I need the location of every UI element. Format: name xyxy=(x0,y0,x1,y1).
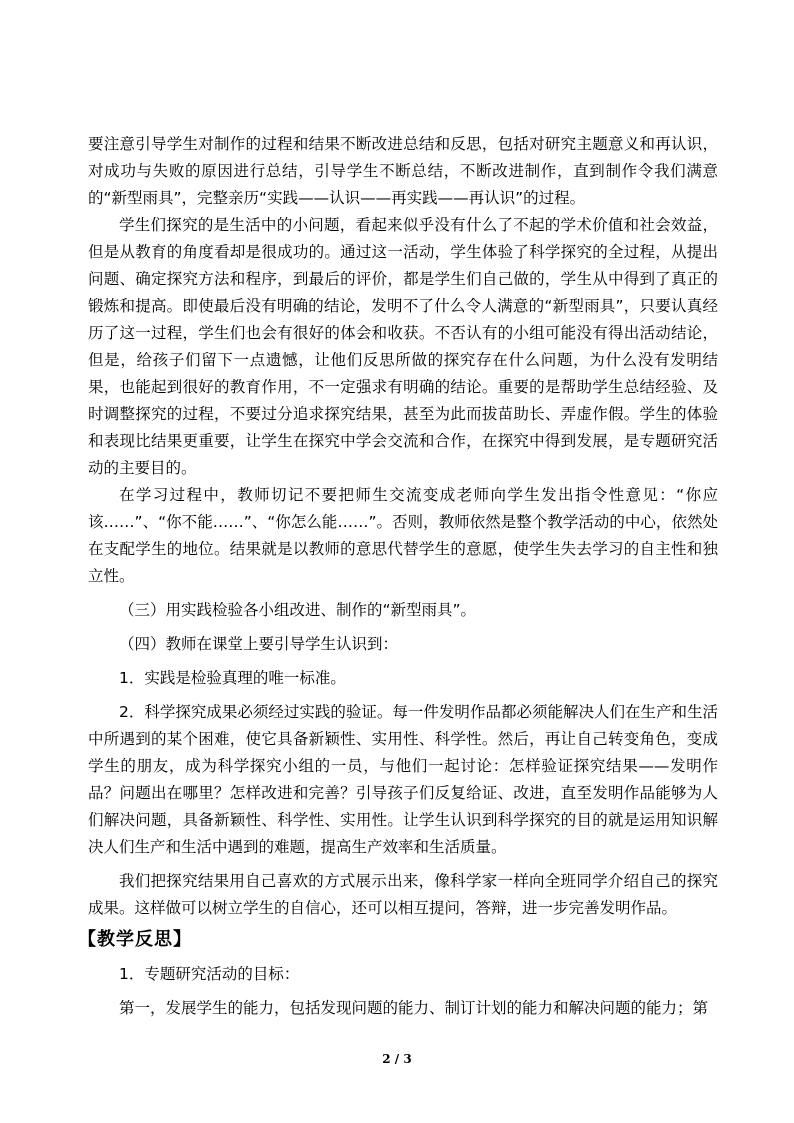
document-body xyxy=(78,131,718,1022)
paragraph-activity-goals: 1．专题研究活动的目标： xyxy=(119,965,300,983)
paragraph-point-one: 1．实践是检验真理的唯一标准。 xyxy=(119,669,346,687)
paragraph-reflection-summary: 要注意引导学生对制作的过程和结果不断改进总结和反思，包括对研究主题意义和再认识，对成功与失败的原因进行总结，引导学生不断总结，不断改进制作，直到制作令我们满意的“新型雨具”，完整亲历“实践——认识——再实践——再认识”的过程。 xyxy=(88,135,718,207)
paragraph-step-four: （四）教师在课堂上要引导学生认识到： xyxy=(119,635,399,653)
paragraph-present-results: 我们把探究结果用自己喜欢的方式展示出来，像科学家一样向全班同学介绍自己的探究成果。这样做可以树立学生的自信心，还可以相互提问，答辩，进一步完善发明作品。 xyxy=(88,872,718,917)
page-number: 2 / 3 xyxy=(382,1052,412,1066)
paragraph-goal-first: 第一，发展学生的能力，包括发现问题的能力、制订计划的能力和解决问题的能力；第 xyxy=(119,999,709,1017)
paragraph-teacher-guidance: 在学习过程中，教师切记不要把师生交流变成老师向学生发出指令性意见：“你应该……”、“你不能……”、“你怎么能……”。否则，教师依然是整个教学活动的中心，依然处在支配学生的地位。结果就是以教师的意思代替学生的意愿，使学生失去学习的自主性和独立性。 xyxy=(88,486,718,585)
paragraph-student-inquiry: 学生们探究的是生活中的小问题，看起来似乎没有什么了不起的学术价值和社会效益，但是从教育的角度看却是很成功的。通过这一活动，学生体验了科学探究的全过程，从提出问题、确定探究方法和程序，到最后的评价，都是学生们自己做的，学生从中得到了真正的锻炼和提高。即使最后没有明确的结论，发明不了什么令人满意的“新型雨具”，只要认真经历了这一过程，学生们也会有很好的体会和收获。不否认有的小组可能没有得出活动结论，但是，给孩子们留下一点遗憾，让他们反思所做的探究存在什么问题，为什么没有发明结果，也能起到很好的教育作用，不一定强求有明确的结论。重要的是帮助学生总结经验、及时调整探究的过程，不要过分追求探究结果，甚至为此而拔苗助长、弄虚作假。学生的体验和表现比结果更重要，让学生在探究中学会交流和合作，在探究中得到发展，是专题研究活动的主要目的。 xyxy=(88,216,718,477)
paragraph-step-three: （三）用实践检验各小组改进、制作的“新型雨具”。 xyxy=(119,601,477,619)
paragraph-point-two: 2．科学探究成果必须经过实践的验证。每一件发明作品都必须能解决人们在生产和生活中所遇到的某个困难，使它具备新颖性、实用性、科学性。然后，再让自己转变角色，变成学生的朋友，成为科学探究小组的一员，与他们一起讨论：怎样验证探究结果——发明作品？问题出在哪里？怎样改进和完善？引导孩子们反复给证、改进，直至发明作品能够为人们解决问题，具备新颖性、科学性、实用性。让学生认识到科学探究的目的就是运用知识解决人们生产和生活中遇到的难题，提高生产效率和生活质量。 xyxy=(88,703,718,856)
section-heading-teaching-reflection: 【教学反思】 xyxy=(78,929,192,950)
